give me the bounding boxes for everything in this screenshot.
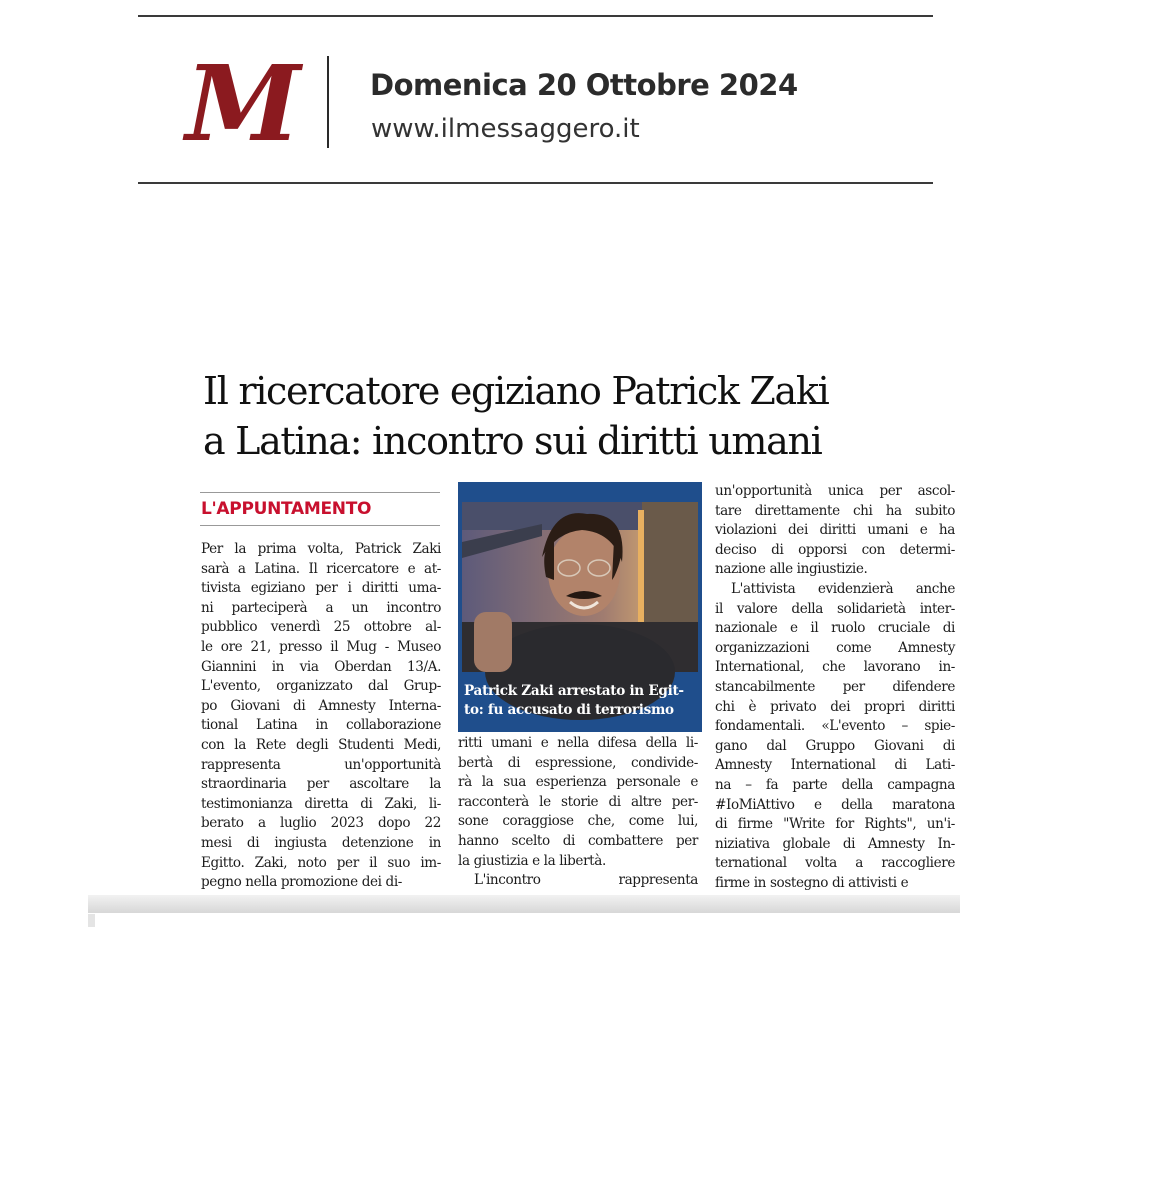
caption-line: to: fu accusato di terrorismo bbox=[464, 702, 674, 718]
masthead-divider bbox=[327, 56, 329, 148]
text-line: pubblico venerdì 25 ottobre al- bbox=[201, 619, 441, 636]
article-headline bbox=[203, 366, 943, 466]
text-line: il valore della solidarietà inter- bbox=[715, 600, 955, 617]
clipping-bottom-edge bbox=[88, 895, 960, 913]
il-messaggero-logo-icon bbox=[185, 42, 301, 165]
patrick-zaki-photo bbox=[462, 502, 698, 672]
text-line: chi è privato dei propri diritti bbox=[715, 698, 955, 715]
text-line: tare direttamente chi ha subito bbox=[715, 502, 955, 519]
text-line: deciso di opporsi con determi- bbox=[715, 541, 955, 558]
text-line: stancabilmente per difendere bbox=[715, 678, 955, 695]
text-line: bertà di espressione, condivide- bbox=[458, 754, 698, 771]
text-line: rappresenta un'opportunità bbox=[201, 756, 441, 773]
article-column-3 bbox=[715, 482, 955, 893]
masthead-url: www.ilmessaggero.it bbox=[371, 114, 640, 144]
bottom-rule bbox=[138, 182, 933, 184]
svg-text:M: M bbox=[185, 42, 301, 165]
text-line: racconterà le storie di altre per- bbox=[458, 793, 698, 810]
text-line: nazionale e il ruolo cruciale di bbox=[715, 620, 955, 637]
text-line: Giannini in via Oberdan 13/A. bbox=[201, 658, 441, 675]
text-line: con la Rete degli Studenti Medi, bbox=[201, 736, 441, 753]
article-column-1 bbox=[201, 540, 441, 893]
text-line: po Giovani di Amnesty Interna- bbox=[201, 697, 441, 714]
text-line: Amnesty International di Lati- bbox=[715, 757, 955, 774]
text-line: berato a luglio 2023 dopo 22 bbox=[201, 815, 441, 832]
text-line: na – fa parte della campagna bbox=[715, 776, 955, 793]
text-line: mesi di ingiusta detenzione in bbox=[201, 834, 441, 851]
text-line: Egitto. Zaki, noto per il suo im- bbox=[201, 854, 441, 871]
text-line: International, che lavorano in- bbox=[715, 659, 955, 676]
text-line: rà la sua esperienza personale e bbox=[458, 774, 698, 791]
caption-line: Patrick Zaki arrestato in Egit- bbox=[464, 683, 684, 699]
text-line: L'incontro rappresenta bbox=[474, 872, 698, 889]
text-line: violazioni dei diritti umani e ha bbox=[715, 522, 955, 539]
text-line: firme in sostegno di attivisti e bbox=[715, 874, 909, 891]
text-line: gano dal Gruppo Giovani di bbox=[715, 737, 955, 754]
text-line: la giustizia e la libertà. bbox=[458, 852, 606, 869]
text-line: fondamentali. «L'evento – spie- bbox=[715, 718, 955, 735]
text-line: sone coraggiose che, come lui, bbox=[458, 813, 698, 830]
article-photo bbox=[458, 482, 702, 732]
text-line: ternational volta a raccogliere bbox=[715, 855, 955, 872]
text-line: pegno nella promozione dei di- bbox=[201, 874, 402, 891]
text-line: hanno scelto di combattere per bbox=[458, 832, 698, 849]
text-line: #IoMiAttivo e della maratona bbox=[715, 796, 955, 813]
masthead-date: Domenica 20 Ottobre 2024 bbox=[370, 68, 798, 102]
text-line: un'opportunità unica per ascol- bbox=[715, 483, 955, 499]
kicker-rule-bottom bbox=[200, 525, 440, 526]
text-line: nazione alle ingiustizie. bbox=[715, 561, 868, 578]
text-line: di firme "Write for Rights", un'i- bbox=[715, 816, 955, 833]
headline-line: Il ricercatore egiziano Patrick Zaki bbox=[203, 369, 829, 413]
text-line: Per la prima volta, Patrick Zaki bbox=[201, 541, 441, 557]
text-line: L'evento, organizzato dal Grup- bbox=[201, 678, 441, 695]
text-line: ni parteciperà a un incontro bbox=[201, 599, 441, 616]
text-line: sarà a Latina. Il ricercatore e at- bbox=[201, 560, 441, 577]
kicker-rule-top bbox=[200, 492, 440, 493]
text-line: ritti umani e nella difesa della li- bbox=[458, 735, 698, 751]
text-line: tivista egiziano per i diritti uma- bbox=[201, 580, 441, 597]
photo-caption bbox=[464, 682, 698, 720]
text-line: testimonianza diretta di Zaki, li- bbox=[201, 795, 441, 812]
text-line: L'attivista evidenzierà anche bbox=[731, 580, 955, 597]
text-line: niziativa globale di Amnesty In- bbox=[715, 835, 955, 852]
text-line: organizzazioni come Amnesty bbox=[715, 639, 955, 656]
text-line: le ore 21, presso il Mug - Museo bbox=[201, 638, 441, 655]
text-line: tional Latina in collaborazione bbox=[201, 717, 441, 734]
top-rule bbox=[138, 15, 933, 17]
text-line: straordinaria per ascoltare la bbox=[201, 776, 441, 793]
headline-line: a Latina: incontro sui diritti umani bbox=[203, 419, 822, 463]
article-kicker: L'APPUNTAMENTO bbox=[201, 499, 372, 519]
article-column-2 bbox=[458, 734, 698, 891]
portrait-image-icon bbox=[462, 502, 698, 672]
